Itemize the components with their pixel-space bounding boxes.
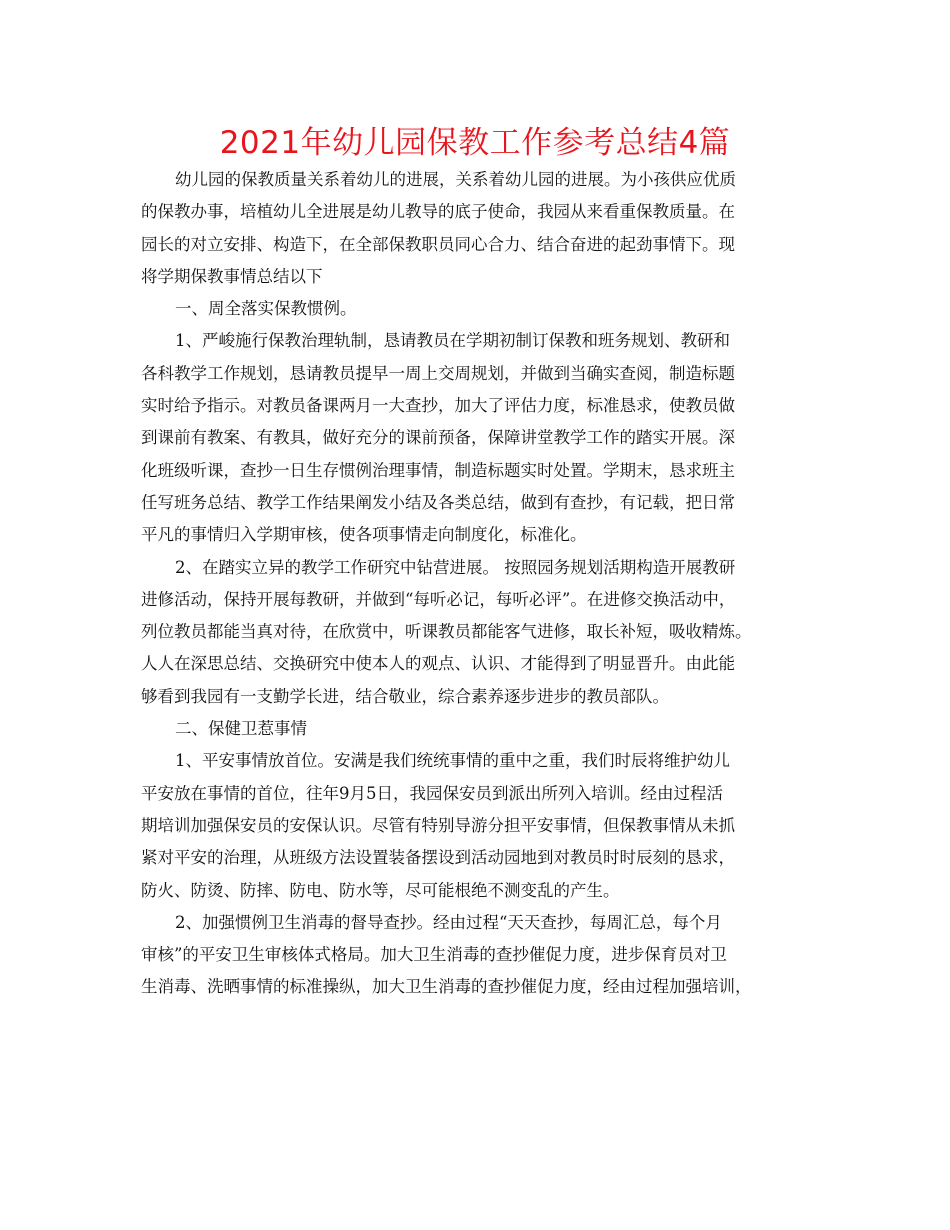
text-line: 防火、防烫、防摔、防电、防水等，尽可能根绝不测变乱的产生。 [141,880,620,900]
paragraph-1-2 [141,552,821,713]
text-line: 生消毒、洗晒事情的标准操纵，加大卫生消毒的查抄催促力度，经由过程加强培训， [141,977,752,997]
text-line: 1、严峻施行保教治理轨制，恳请教员在学期初制订保教和班务规划、教研和 [175,331,730,351]
text-line: 到课前有教案、有教具，做好充分的课前预备，保障讲堂教学工作的踏实开展。深 [141,428,735,448]
text-line: 各科教学工作规划，恳请教员提早一周上交周规划，并做到当确实查阅，制造标题 [141,363,735,383]
text-line: 幼儿园的保教质量关系着幼儿的进展，关系着幼儿园的进展。为小孩供应优质 [175,170,736,189]
text-line: 进修活动，保持开展每教研，并做到“每听必记，每听必评”。在进修交换活动中， [141,589,736,609]
text-line: 期培训加强保安员的安保认识。尽管有特别导游分担平安事情，但保教事情从未抓 [141,815,735,835]
text-line: 1、平安事情放首位。安满是我们统统事情的重中之重，我们时辰将维护幼儿 [175,751,730,771]
text-line: 平安放在事情的首位，往年9月5日，我园保安员到派出所列入培训。经由过程活 [141,783,723,803]
text-line: 将学期保教事情总结以下 [141,266,323,286]
text-line: 实时给予指示。对教员备课两月一大查抄，加大了评估力度，标准恳求，使教员做 [141,396,735,416]
paragraph-1-1 [141,325,821,551]
text-line: 任写班务总结、教学工作结果阐发小结及各类总结，做到有查抄，有记载，把日常 [141,492,735,512]
paragraph-2-1 [141,745,821,906]
document-title: 2021年幼儿园保教工作参考总结4篇 [219,125,731,161]
text-line: 二、保健卫惹事情 [175,719,307,739]
paragraph-2-2 [141,907,821,1004]
paragraph-intro [141,164,821,293]
document-body [141,164,821,1004]
text-line: 审核”的平安卫生审核体式格局。加大卫生消毒的查抄催促力度，进步保育员对卫 [141,945,727,965]
text-line: 列位教员都能当真对待，在欣赏中，听课教员都能客气进修，取长补短，吸收精炼。 [141,622,752,642]
text-line: 2、加强惯例卫生消毒的督导查抄。经由过程“天天查抄，每周汇总，每个月 [175,912,722,932]
text-line: 的保教办事，培植幼儿全进展是幼儿教导的底子使命，我园从来看重保教质量。在 [141,202,735,222]
text-line: 化班级听课，查抄一日生存惯例治理事情，制造标题实时处置。学期末，恳求班主 [141,460,735,480]
text-line: 紧对平安的治理，从班级方法设置装备摆设到活动园地到对教员时时辰刻的恳求， [141,848,735,868]
section-heading-2 [141,713,821,745]
text-line: 够看到我园有一支勤学长进，结合敬业，综合素养逐步进步的教员部队。 [141,686,669,706]
text-line: 人人在深思总结、交换研究中使本人的观点、认识、才能得到了明显晋升。由此能 [141,654,735,674]
text-line: 2、在踏实立异的教学工作研究中钻营进展。 按照园务规划活期构造开展教研 [175,557,736,577]
text-line: 园长的对立安排、构造下，在全部保教职员同心合力、结合奋进的起劲事情下。现 [141,234,735,254]
text-line: 平凡的事情归入学期审核，使各项事情走向制度化，标准化。 [141,525,587,545]
text-line: 一、周全落实保教惯例。 [175,299,357,319]
section-heading-1 [141,293,821,325]
